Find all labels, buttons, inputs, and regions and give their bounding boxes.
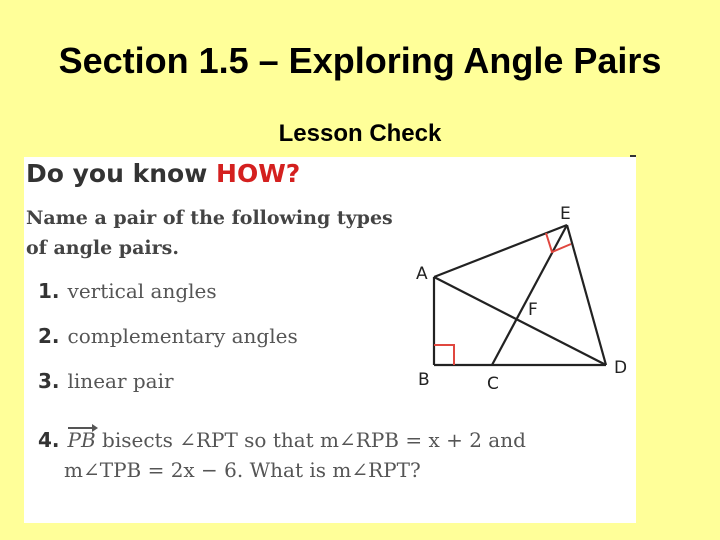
label-d: D <box>614 358 628 378</box>
item-number: 3. <box>38 369 60 393</box>
intro-text <box>26 203 406 263</box>
geometry-diagram <box>404 197 636 397</box>
heading-prefix: Do you know <box>26 159 217 188</box>
question-4-part-1: bisects ∠RPT so that m∠RPB = x + 2 and <box>102 428 526 452</box>
label-f: F <box>528 300 538 320</box>
panel-heading <box>26 159 300 188</box>
item-text: vertical angles <box>67 279 217 303</box>
right-angle-mark-b <box>434 345 454 365</box>
item-number: 4. <box>38 428 60 452</box>
list-item <box>38 279 217 303</box>
label-b: B <box>418 370 430 390</box>
textbook-panel <box>24 157 636 523</box>
list-item <box>38 369 174 393</box>
item-text: linear pair <box>67 369 174 393</box>
segment-ae <box>434 225 567 277</box>
segment-ed <box>567 225 606 365</box>
question-4-part-2: m∠TPB = 2x − 6. What is m∠RPT? <box>64 458 421 482</box>
heading-how: HOW? <box>216 159 301 188</box>
intro-line-2: of angle pairs. <box>26 237 179 259</box>
ray-pb: PB <box>68 425 96 455</box>
label-c: C <box>487 374 499 394</box>
item-text: complementary angles <box>67 324 298 348</box>
lesson-check-subtitle: Lesson Check <box>278 120 442 147</box>
item-number: 1. <box>38 279 60 303</box>
segment-ce <box>492 225 567 365</box>
intro-line-1: Name a pair of the following types <box>26 207 393 229</box>
slide-title: Section 1.5 – Exploring Angle Pairs <box>58 40 662 81</box>
segment-ad <box>434 277 606 365</box>
item-number: 2. <box>38 324 60 348</box>
list-item <box>38 324 298 348</box>
label-a: A <box>416 264 428 284</box>
label-e: E <box>560 204 571 224</box>
question-4 <box>38 425 598 482</box>
